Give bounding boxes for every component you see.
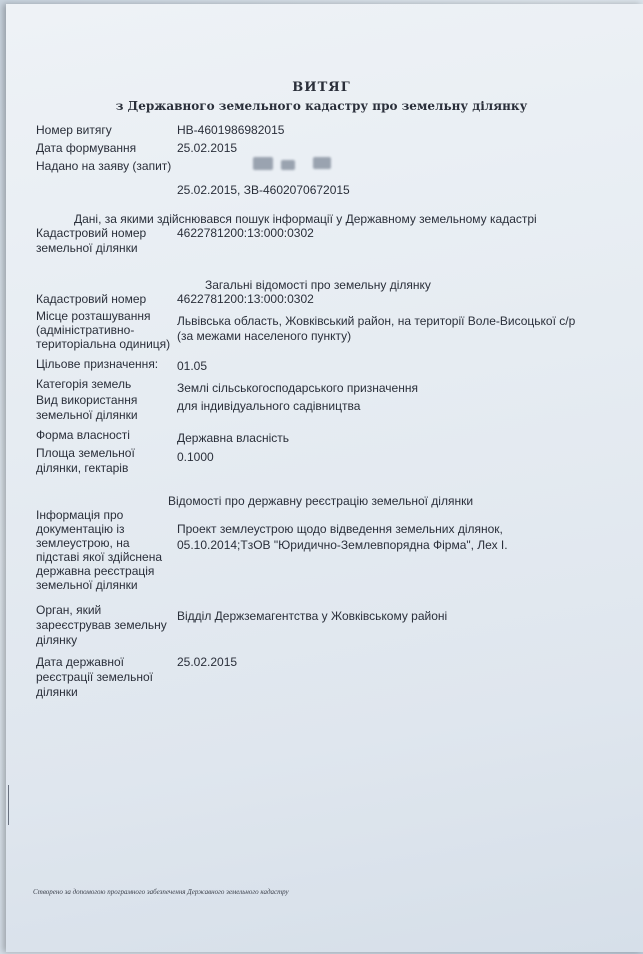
location-label-2: (адміністративно- (36, 323, 135, 337)
reg-date-label-3: ділянки (36, 685, 78, 699)
extract-number-label: Номер витягу (36, 123, 112, 137)
provided-label: Надано на заяву (запит) (36, 159, 172, 173)
cadastral-value: 4622781200:13:000:0302 (177, 292, 314, 306)
doc-label-2: документацію із (36, 522, 125, 536)
category-label: Категорія земель (36, 377, 132, 391)
category-value: Землі сільськогосподарського призначення (177, 381, 418, 395)
purpose-value: 01.05 (177, 359, 208, 373)
search-cadastral-label-1: Кадастровий номер (36, 226, 147, 240)
formation-date-label: Дата формування (36, 141, 137, 155)
use-value: для індивідуального садівництва (177, 399, 361, 413)
doc-label-1: Інформація про (36, 508, 124, 522)
doc-label-6: земельної ділянки (36, 578, 138, 592)
general-section-heading: Загальні відомості про земельну ділянку (205, 278, 431, 292)
doc-value-2: 05.10.2014;ТзОВ "Юридично-Землевпорядна Фірма", Лех І. (177, 538, 508, 552)
reg-date-label-1: Дата державної (36, 655, 124, 669)
search-section-heading: Дані, за якими здійснювався пошук інформації у Державному земельному кадастрі (74, 212, 537, 226)
page-edge-mark (8, 785, 9, 825)
search-cadastral-value: 4622781200:13:000:0302 (177, 226, 314, 240)
document-title: ВИТЯГ (292, 80, 351, 95)
registration-section-heading: Відомості про державну реєстрацію земельної ділянки (168, 494, 474, 508)
doc-label-4: підставі якої здійснена (36, 550, 163, 564)
reg-date-label-2: реєстрації земельної (36, 670, 153, 684)
organ-label-1: Орган, який (36, 603, 102, 617)
redacted-block (313, 157, 331, 169)
redacted-block (281, 160, 295, 170)
area-label-1: Площа земельної (36, 446, 135, 460)
doc-label-3: землеустрою, на (36, 536, 130, 550)
ownership-label: Форма власності (36, 428, 130, 442)
redacted-block (253, 157, 273, 170)
organ-value: Відділ Держземагентства у Жовківському районі (177, 609, 448, 623)
location-value-2: (за межами населеного пункту) (177, 329, 352, 343)
area-value: 0.1000 (177, 450, 214, 464)
reg-date-value: 25.02.2015 (177, 655, 238, 669)
formation-date-value: 25.02.2015 (177, 141, 238, 155)
location-value-1: Львівська область, Жовківський район, на території Воле-Висоцької с/р (177, 314, 576, 328)
provided-value: 25.02.2015, ЗВ-4602070672015 (177, 183, 350, 197)
document-subtitle: з Державного земельного кадастру про земельну ділянку (115, 99, 528, 113)
organ-label-2: зареєстрував земельну (36, 618, 167, 632)
purpose-label: Цільове призначення: (36, 357, 159, 371)
cadastral-label: Кадастровий номер (36, 292, 147, 306)
location-label-3: територіальна одиниця) (36, 337, 171, 351)
search-cadastral-label-2: земельної ділянки (36, 241, 138, 255)
doc-value-1: Проект землеустрою щодо відведення земельних ділянок, (177, 522, 503, 536)
location-label-1: Місце розташування (36, 309, 151, 323)
organ-label-3: ділянку (36, 633, 78, 647)
use-label-1: Вид використання (36, 393, 138, 407)
use-label-2: земельної ділянки (36, 408, 138, 422)
extract-number-value: НВ-4601986982015 (177, 123, 285, 137)
doc-label-5: державна реєстрація (36, 564, 155, 578)
ownership-value: Державна власність (177, 431, 290, 445)
area-label-2: ділянки, гектарів (36, 461, 129, 475)
footer-note: Створено за допомогою програмного забезпечення Державного земельного кадастру (33, 888, 289, 896)
